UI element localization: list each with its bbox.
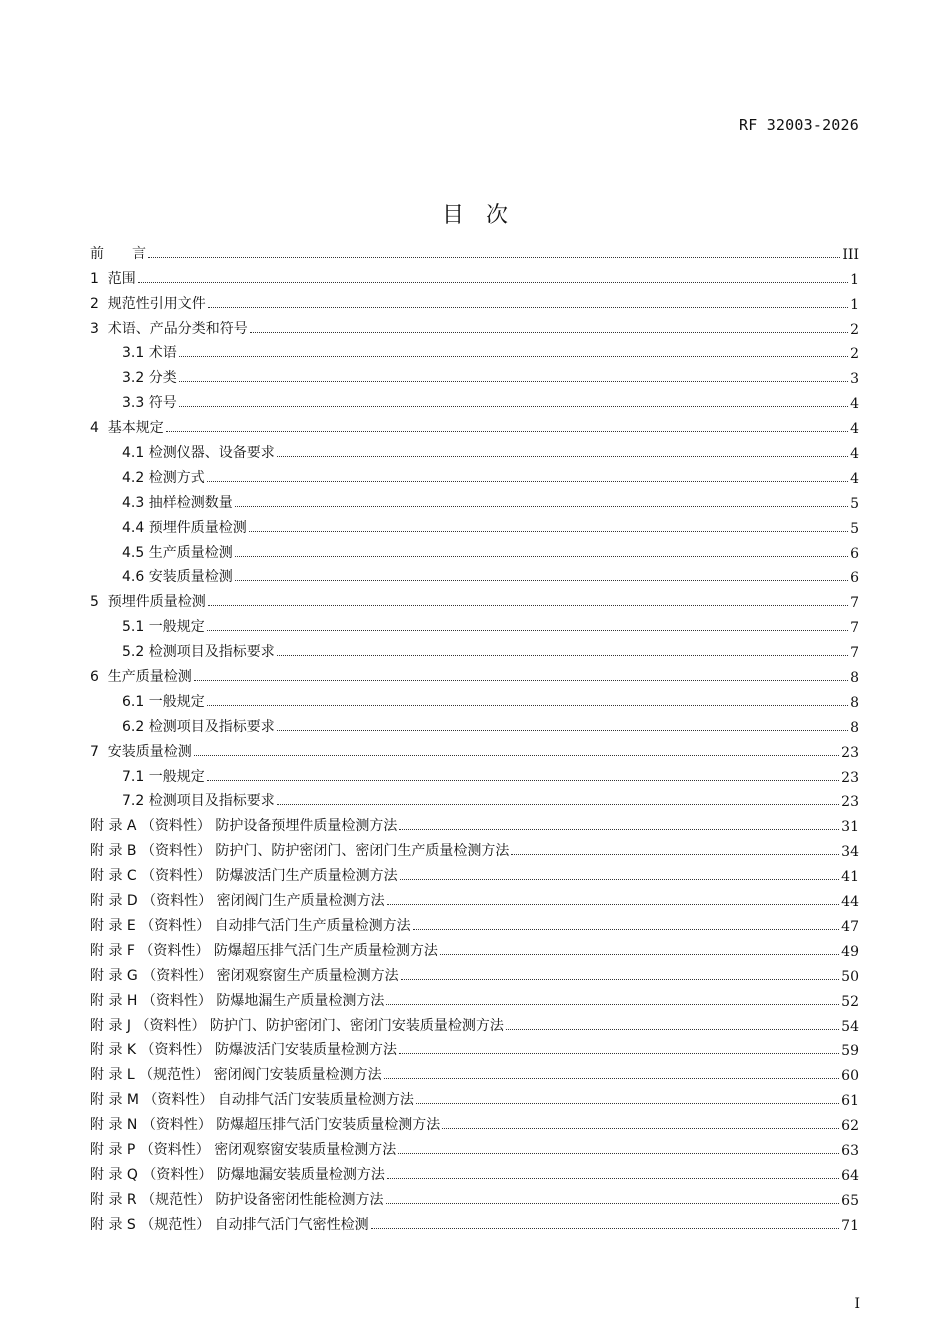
toc-entry-page: 23 (841, 794, 859, 811)
toc-entry-page: 4 (850, 470, 859, 487)
toc-entry-page: 34 (841, 844, 859, 861)
toc-entry[interactable] (90, 238, 859, 263)
toc-entry[interactable] (90, 1184, 859, 1209)
toc-entry-page: 59 (841, 1043, 859, 1060)
toc-entry[interactable] (90, 537, 859, 562)
toc-entry[interactable] (90, 810, 859, 835)
toc-leader-dots (208, 307, 848, 308)
toc-entry[interactable] (90, 661, 859, 686)
toc-entry[interactable] (90, 736, 859, 761)
toc-entry-title: 附 录 M （资料性） 自动排气活门安装质量检测方法 (90, 1092, 414, 1109)
toc-entry-title: 附 录 B （资料性） 防护门、防护密闭门、密闭门生产质量检测方法 (90, 843, 510, 860)
toc-entry-page: 61 (841, 1093, 859, 1110)
toc-entry-page: 52 (841, 993, 859, 1010)
toc-entry-page: 60 (841, 1068, 859, 1085)
toc-entry-page: 1 (850, 271, 859, 288)
toc-leader-dots (386, 1203, 840, 1204)
standard-number: RF 32003-2026 (739, 116, 859, 134)
toc-entry-page: 44 (841, 894, 859, 911)
toc-entry[interactable] (90, 487, 859, 512)
toc-entry-title: 6.1 一般规定 (122, 693, 205, 710)
toc-entry-page: 54 (841, 1018, 859, 1035)
toc-entry-title: 7 安装质量检测 (90, 743, 192, 760)
toc-entry-page: 49 (841, 943, 859, 960)
toc-entry-page: 4 (850, 421, 859, 438)
toc-entry[interactable] (90, 462, 859, 487)
toc-entry-page: 23 (841, 744, 859, 761)
toc-leader-dots (506, 1029, 839, 1030)
toc-entry-title: 3.1 术语 (122, 345, 177, 362)
toc-entry-page: 47 (841, 918, 859, 935)
toc-leader-dots (401, 979, 840, 980)
toc-entry-page: 5 (850, 520, 859, 537)
toc-leader-dots (235, 556, 848, 557)
toc-entry-title: 附 录 P （资料性） 密闭观察窗安装质量检测方法 (90, 1141, 397, 1158)
toc-entry-page: 23 (841, 769, 859, 786)
toc-entry[interactable] (90, 960, 859, 985)
toc-entry[interactable] (90, 586, 859, 611)
toc-entry[interactable] (90, 1059, 859, 1084)
toc-entry-title: 附 录 D （资料性） 密闭阀门生产质量检测方法 (90, 893, 385, 910)
toc-leader-dots (179, 406, 848, 407)
toc-entry[interactable] (90, 1109, 859, 1134)
toc-entry[interactable] (90, 860, 859, 885)
toc-entry[interactable] (90, 711, 859, 736)
toc-entry-page: 7 (850, 620, 859, 637)
toc-leader-dots (207, 780, 839, 781)
toc-entry-page: 65 (841, 1192, 859, 1209)
toc-entry-title: 附 录 E （资料性） 自动排气活门生产质量检测方法 (90, 917, 411, 934)
toc-leader-dots (413, 929, 840, 930)
toc-leader-dots (371, 1228, 839, 1229)
toc-leader-dots (235, 580, 848, 581)
toc-entry-title: 5.1 一般规定 (122, 619, 205, 636)
toc-leader-dots (386, 1004, 839, 1005)
toc-entry-page: 7 (850, 645, 859, 662)
toc-entry-title: 前 言 (90, 245, 146, 262)
toc-entry-title: 附 录 S （规范性） 自动排气活门气密性检测 (90, 1216, 369, 1233)
toc-leader-dots (194, 755, 839, 756)
table-of-contents (90, 238, 859, 1234)
toc-entry-page: 4 (850, 396, 859, 413)
toc-leader-dots (387, 1178, 839, 1179)
toc-leader-dots (387, 904, 840, 905)
toc-entry-page: 63 (841, 1142, 859, 1159)
toc-entry[interactable] (90, 686, 859, 711)
toc-leader-dots (148, 257, 840, 258)
toc-entry-page: III (842, 246, 859, 263)
toc-leader-dots (277, 730, 848, 731)
toc-leader-dots (138, 282, 848, 283)
toc-leader-dots (277, 804, 839, 805)
toc-leader-dots (194, 680, 848, 681)
toc-entry-page: 50 (841, 968, 859, 985)
toc-entry-page: 5 (850, 495, 859, 512)
toc-leader-dots (398, 1153, 839, 1154)
toc-entry[interactable] (90, 636, 859, 661)
toc-leader-dots (179, 356, 848, 357)
page-title: 目次 (441, 203, 530, 228)
toc-entry-page: 6 (850, 545, 859, 562)
toc-entry-page: 1 (850, 296, 859, 313)
toc-entry[interactable] (90, 910, 859, 935)
toc-entry[interactable] (90, 263, 859, 288)
toc-entry[interactable] (90, 362, 859, 387)
toc-leader-dots (207, 630, 848, 631)
toc-entry[interactable] (90, 412, 859, 437)
toc-entry-title: 附 录 R （规范性） 防护设备密闭性能检测方法 (90, 1191, 384, 1208)
toc-entry-title: 4 基本规定 (90, 420, 164, 437)
toc-entry-page: 8 (850, 694, 859, 711)
toc-entry-title: 3.3 符号 (122, 395, 177, 412)
toc-entry-title: 6 生产质量检测 (90, 669, 192, 686)
toc-leader-dots (179, 381, 848, 382)
toc-entry-title: 7.2 检测项目及指标要求 (122, 793, 275, 810)
toc-entry[interactable] (90, 288, 859, 313)
toc-entry-title: 1 范围 (90, 270, 136, 287)
toc-entry-title: 4.6 安装质量检测 (122, 569, 233, 586)
toc-entry-page: 2 (850, 346, 859, 363)
toc-entry[interactable] (90, 562, 859, 587)
toc-leader-dots (442, 1128, 839, 1129)
toc-entry-page: 8 (850, 719, 859, 736)
toc-entry[interactable] (90, 1209, 859, 1234)
toc-entry-title: 附 录 Q （资料性） 防爆地漏安装质量检测方法 (90, 1166, 385, 1183)
toc-entry-title: 3.2 分类 (122, 370, 177, 387)
toc-entry-title: 附 录 L （规范性） 密闭阀门安装质量检测方法 (90, 1067, 382, 1084)
toc-leader-dots (400, 879, 840, 880)
toc-entry-title: 2 规范性引用文件 (90, 295, 206, 312)
toc-leader-dots (511, 854, 839, 855)
toc-entry-page: 71 (841, 1217, 859, 1234)
toc-leader-dots (207, 705, 848, 706)
toc-leader-dots (208, 605, 848, 606)
toc-entry-title: 5 预埋件质量检测 (90, 594, 206, 611)
toc-leader-dots (277, 456, 848, 457)
toc-entry-title: 附 录 A （资料性） 防护设备预埋件质量检测方法 (90, 818, 398, 835)
toc-entry[interactable] (90, 1010, 859, 1035)
page-number: I (854, 1296, 860, 1312)
toc-entry-page: 7 (850, 595, 859, 612)
toc-leader-dots (399, 829, 839, 830)
toc-entry[interactable] (90, 437, 859, 462)
toc-entry-title: 附 录 F （资料性） 防爆超压排气活门生产质量检测方法 (90, 942, 438, 959)
toc-entry[interactable] (90, 611, 859, 636)
toc-leader-dots (416, 1103, 839, 1104)
toc-entry-title: 附 录 G （资料性） 密闭观察窗生产质量检测方法 (90, 967, 399, 984)
toc-entry-page: 41 (841, 869, 859, 886)
toc-entry-title: 6.2 检测项目及指标要求 (122, 718, 275, 735)
toc-entry-title: 附 录 J （资料性） 防护门、防护密闭门、密闭门安装质量检测方法 (90, 1017, 504, 1034)
toc-entry[interactable] (90, 1035, 859, 1060)
toc-leader-dots (166, 431, 848, 432)
toc-entry-page: 64 (841, 1167, 859, 1184)
toc-entry-title: 4.2 检测方式 (122, 469, 205, 486)
toc-leader-dots (277, 655, 848, 656)
toc-leader-dots (399, 1053, 839, 1054)
toc-entry-page: 62 (841, 1118, 859, 1135)
toc-entry[interactable] (90, 1159, 859, 1184)
toc-leader-dots (235, 506, 848, 507)
toc-leader-dots (249, 531, 848, 532)
toc-entry-title: 附 录 C （资料性） 防爆波活门生产质量检测方法 (90, 868, 398, 885)
toc-leader-dots (207, 481, 848, 482)
toc-entry[interactable] (90, 885, 859, 910)
toc-entry[interactable] (90, 786, 859, 811)
toc-entry-title: 7.1 一般规定 (122, 768, 205, 785)
toc-entry-title: 4.1 检测仪器、设备要求 (122, 445, 275, 462)
toc-entry[interactable] (90, 1084, 859, 1109)
toc-entry-page: 2 (850, 321, 859, 338)
toc-entry-page: 4 (850, 446, 859, 463)
toc-entry[interactable] (90, 935, 859, 960)
toc-entry-title: 5.2 检测项目及指标要求 (122, 644, 275, 661)
toc-entry[interactable] (90, 835, 859, 860)
toc-entry[interactable] (90, 313, 859, 338)
toc-leader-dots (384, 1078, 840, 1079)
toc-entry-title: 4.4 预埋件质量检测 (122, 519, 247, 536)
toc-entry-title: 4.3 抽样检测数量 (122, 494, 233, 511)
toc-entry[interactable] (90, 338, 859, 363)
toc-entry[interactable] (90, 387, 859, 412)
toc-entry[interactable] (90, 512, 859, 537)
toc-entry-title: 附 录 N （资料性） 防爆超压排气活门安装质量检测方法 (90, 1117, 441, 1134)
toc-leader-dots (250, 332, 848, 333)
toc-entry-title: 附 录 H （资料性） 防爆地漏生产质量检测方法 (90, 992, 385, 1009)
toc-entry[interactable] (90, 1134, 859, 1159)
toc-entry-page: 3 (850, 371, 859, 388)
toc-entry[interactable] (90, 761, 859, 786)
toc-entry-title: 4.5 生产质量检测 (122, 544, 233, 561)
toc-entry-title: 附 录 K （资料性） 防爆波活门安装质量检测方法 (90, 1042, 397, 1059)
toc-entry[interactable] (90, 985, 859, 1010)
toc-entry-title: 3 术语、产品分类和符号 (90, 320, 248, 337)
toc-leader-dots (440, 954, 839, 955)
toc-entry-page: 6 (850, 570, 859, 587)
toc-entry-page: 8 (850, 670, 859, 687)
toc-entry-page: 31 (841, 819, 859, 836)
